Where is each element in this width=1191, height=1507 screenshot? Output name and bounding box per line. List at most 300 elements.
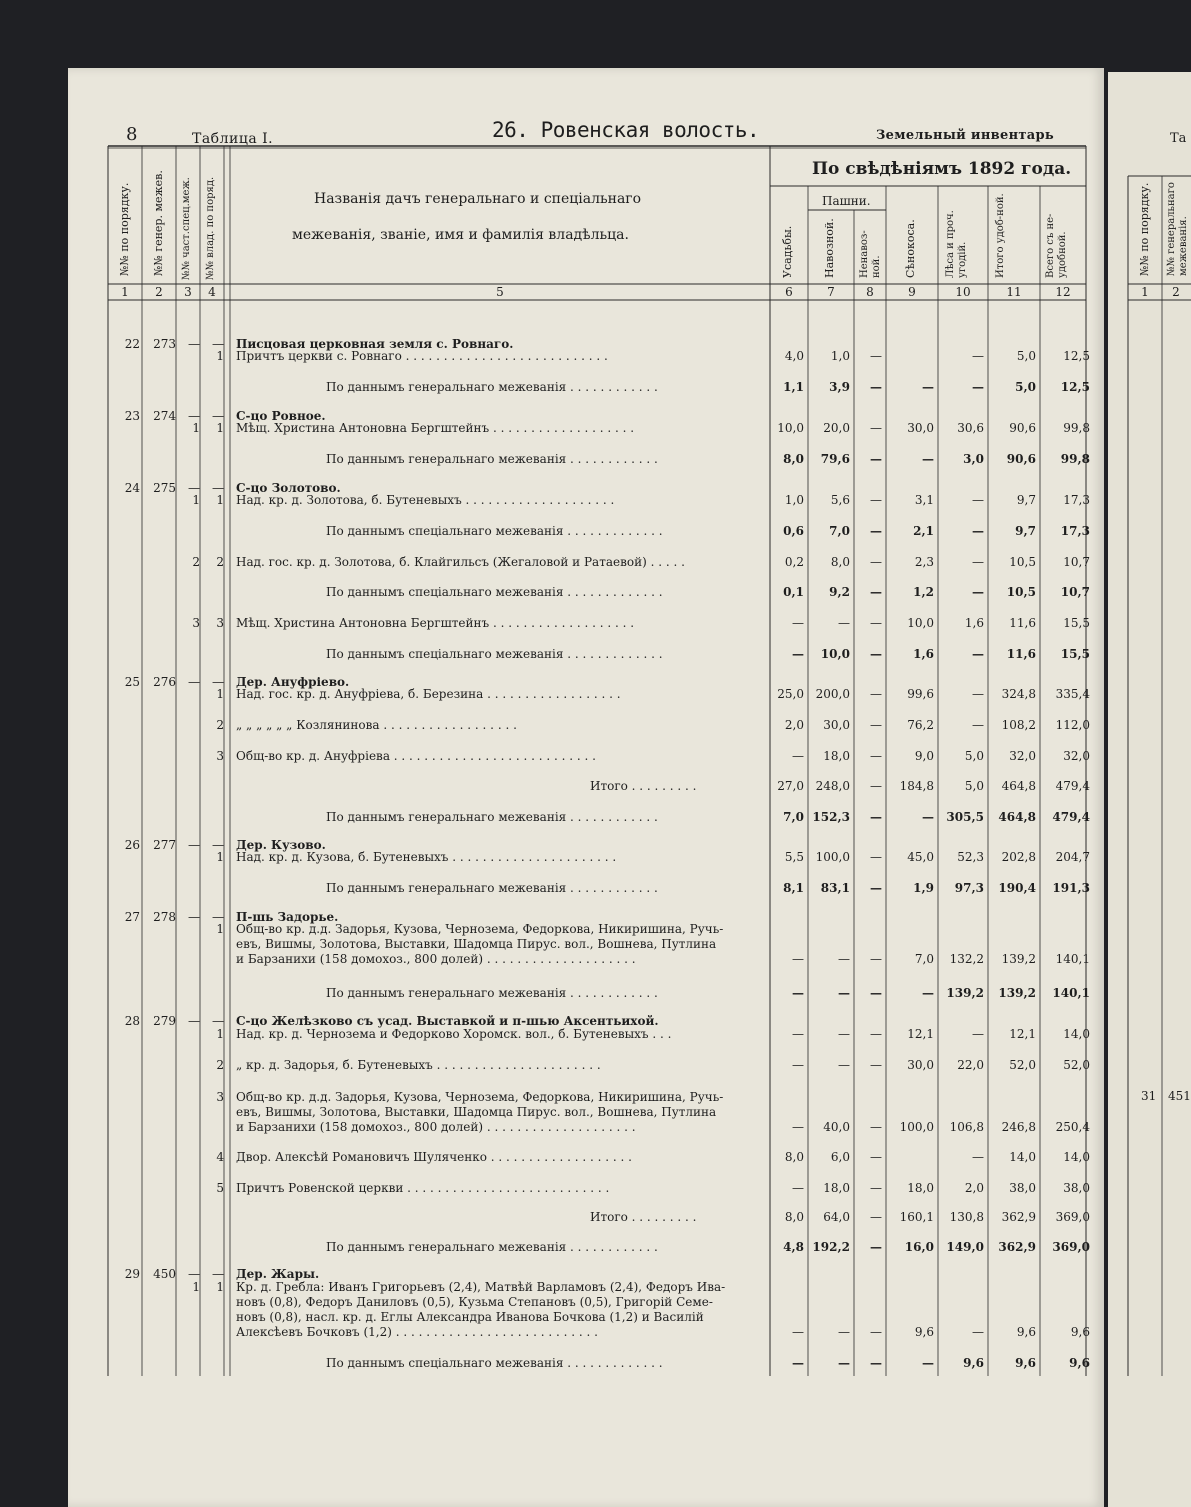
row-c3-cell: — [188,838,200,852]
cell-usadby: — [792,616,804,630]
page-number: 8 [126,124,138,145]
cell-nenavoz: — [870,1240,882,1254]
row-label: По даннымъ генеральнаго межеванія . . . . . . . . . . . . [326,986,658,1000]
row-c4-cell: 3 [216,1090,224,1104]
colnum: 9 [908,285,916,299]
cell-vsego: 17,3 [1063,493,1090,507]
header-name-line2: межеванія, званіе, имя и фамилія владѣльца. [292,227,629,243]
cell-vsego: 9,6 [1069,1356,1090,1370]
row-label: евъ, Вишмы, Золотова, Выставки, Шадомца Пирус. вол., Вошнева, Путлина [236,937,717,951]
row-c3-cell: 1 [192,493,200,507]
cell-nenavoz: — [870,1150,882,1164]
row-label: Мѣщ. Христина Антоновна Бергштейнъ . . . . . . . . . . . . . . . . . . . [236,421,635,435]
cell-nenavoz: — [870,493,882,507]
cell-nenavoz: — [870,349,882,363]
cell-usadby: 7,0 [783,810,804,824]
cell-vsego: 479,4 [1052,810,1090,824]
cell-nenavoz: — [870,952,882,966]
right-colnum: 1 [1141,285,1149,299]
row-c4-cell: 1 [216,1027,224,1041]
row-label: Итого . . . . . . . . . [590,1210,697,1224]
row-c2-cell: 274 [153,409,176,423]
cell-vsego: 191,3 [1052,881,1090,895]
cell-itogo-udob: 362,9 [998,1240,1036,1254]
cell-usadby: 8,0 [783,452,804,466]
row-c4-cell: — [212,838,224,852]
cell-itogo-udob: 90,6 [1009,421,1036,435]
row-label: Над. кр. д. Кузова, б. Бутеневыхъ . . . . . . . . . . . . . . . . . . . . . . [236,850,617,864]
header-group-1892: По свѣдѣніямъ 1892 года. [812,159,1072,179]
colnum: 10 [955,285,971,299]
cell-lesa: — [972,349,984,363]
cell-vsego: 369,0 [1052,1240,1090,1254]
cell-navoznoi: — [838,952,850,966]
cell-vsego: 479,4 [1055,779,1090,793]
cell-navoznoi: — [838,1027,850,1041]
cell-itogo-udob: 5,0 [1015,380,1036,394]
cell-senokosa: 100,0 [899,1120,934,1134]
row-label: По даннымъ спеціальнаго межеванія . . . . . . . . . . . . . [326,524,663,538]
cell-nenavoz: — [870,1058,882,1072]
row-c4-cell: 2 [216,718,224,732]
cell-vsego: 12,5 [1063,349,1090,363]
cell-nenavoz: — [870,779,882,793]
header-col-special: №№ част.спец.меж. [181,177,192,280]
cell-lesa: — [972,524,984,538]
row-c4-cell: 3 [216,616,224,630]
row-label: Дер. Кузово. [236,838,326,852]
cell-itogo-udob: 9,6 [1016,1325,1036,1339]
row-label: Дер. Ануфріево. [236,675,350,689]
cell-senokosa: 16,0 [904,1240,934,1254]
colnum: 4 [208,285,216,299]
cell-navoznoi: — [838,1058,850,1072]
cell-usadby: — [792,1120,804,1134]
cell-senokosa: 1,2 [913,585,934,599]
cell-vsego: 99,8 [1063,421,1090,435]
row-c2-cell: 279 [153,1014,176,1028]
cell-vsego: 17,3 [1060,524,1090,538]
cell-senokosa: 2,3 [914,555,934,569]
cell-usadby: 10,0 [777,421,804,435]
cell-itogo-udob: 52,0 [1009,1058,1036,1072]
cell-vsego: 14,0 [1063,1027,1090,1041]
cell-navoznoi: 7,0 [829,524,850,538]
cell-lesa: 30,6 [957,421,984,435]
cell-lesa: 5,0 [964,749,984,763]
cell-vsego: 15,5 [1063,616,1090,630]
cell-usadby: 27,0 [777,779,804,793]
cell-lesa: 305,5 [946,810,984,824]
cell-senokosa: 76,2 [907,718,934,732]
row-c4-cell: — [212,337,224,351]
row-c2-cell: 277 [153,838,176,852]
cell-lesa: — [972,493,984,507]
cell-vsego: 10,7 [1060,585,1090,599]
cell-vsego: 10,7 [1063,555,1090,569]
row-label: По даннымъ генеральнаго межеванія . . . . . . . . . . . . [326,1240,658,1254]
cell-usadby: 2,0 [784,718,804,732]
row-label: Дер. Жары. [236,1267,320,1281]
cell-itogo-udob: 9,7 [1015,524,1036,538]
row-label: и Барзанихи (158 домохоз., 800 долей) . . . . . . . . . . . . . . . . . . . . [236,1120,636,1134]
cell-lesa: 9,6 [963,1356,984,1370]
row-c2-cell: 273 [153,337,176,351]
row-label: Над. кр. д. Золотова, б. Бутеневыхъ . . . . . . . . . . . . . . . . . . . . [236,493,615,507]
cell-itogo-udob: 38,0 [1009,1181,1036,1195]
cell-lesa: 106,8 [949,1120,984,1134]
row-label: По даннымъ генеральнаго межеванія . . . . . . . . . . . . [326,452,658,466]
cell-usadby: 1,1 [783,380,804,394]
cell-senokosa: 10,0 [907,616,934,630]
row-c1-cell: 25 [124,675,140,689]
cell-lesa: 130,8 [949,1210,984,1224]
row-label: С-цо Желѣзково съ усад. Выставкой и п-шью Аксентьихой. [236,1014,659,1028]
cell-senokosa: 184,8 [899,779,934,793]
colnum: 12 [1055,285,1071,299]
cell-itogo-udob: 12,1 [1009,1027,1036,1041]
row-label: Кр. д. Гребла: Иванъ Григорьевъ (2,4), Матвѣй Варламовъ (2,4), Федоръ Ива- [236,1280,726,1294]
cell-senokosa: 3,1 [914,493,934,507]
cell-itogo-udob: 246,8 [1001,1120,1036,1134]
cell-lesa: 3,0 [963,452,984,466]
cell-vsego: 12,5 [1060,380,1090,394]
cell-senokosa: 7,0 [914,952,934,966]
cell-itogo-udob: 362,9 [1001,1210,1036,1224]
cell-lesa: — [972,718,984,732]
cell-usadby: — [792,1027,804,1041]
cell-vsego: 15,5 [1060,647,1090,661]
cell-senokosa: 1,6 [913,647,934,661]
cell-itogo-udob: 9,7 [1016,493,1036,507]
cell-senokosa: — [922,452,934,466]
row-c4-cell: 3 [216,749,224,763]
row-c4-cell: 1 [216,687,224,701]
header-senokosa: Сѣнокоса. [904,219,917,278]
row-c3-cell: — [188,1267,200,1281]
row-c3-cell: 2 [192,555,200,569]
cell-nenavoz: — [870,380,882,394]
cell-navoznoi: 79,6 [820,452,850,466]
right-colnum: 2 [1172,285,1180,299]
cell-senokosa: 9,0 [914,749,934,763]
cell-senokosa: 12,1 [907,1027,934,1041]
header-nenavoz: Ненавоз-ной. [859,230,882,278]
row-c2-cell: 278 [153,910,176,924]
cell-usadby: — [792,1058,804,1072]
cell-itogo-udob: 14,0 [1009,1150,1036,1164]
header-col-owner: №№ влад. по поряд. [205,176,216,280]
section-title: Земельный инвентарь [876,128,1054,143]
cell-lesa: 1,6 [964,616,984,630]
row-label: По даннымъ спеціальнаго межеванія . . . . . . . . . . . . . [326,585,663,599]
row-c3-cell: — [188,409,200,423]
cell-itogo-udob: 10,5 [1009,555,1036,569]
cell-navoznoi: 6,0 [830,1150,850,1164]
cell-navoznoi: 200,0 [815,687,850,701]
cell-nenavoz: — [870,1356,882,1370]
row-label: новъ (0,8), Федоръ Даниловъ (0,5), Кузьма Степановъ (0,5), Григорій Семе- [236,1295,713,1309]
row-c4-cell: — [212,409,224,423]
cell-vsego: 32,0 [1063,749,1090,763]
cell-senokosa: 18,0 [907,1181,934,1195]
cell-vsego: 335,4 [1055,687,1090,701]
cell-lesa: 132,2 [949,952,984,966]
cell-lesa: — [972,380,984,394]
row-label: Мѣщ. Христина Антоновна Бергштейнъ . . . . . . . . . . . . . . . . . . . [236,616,635,630]
row-c4-cell: 1 [216,850,224,864]
row-c4-cell: 2 [216,1058,224,1072]
cell-nenavoz: — [870,749,882,763]
colnum: 5 [496,285,504,299]
header-col-general: №№ генер. межев. [152,170,165,276]
right-row-general: 451 [1168,1089,1191,1103]
table-label: Таблица I. [192,131,274,147]
cell-navoznoi: — [838,986,850,1000]
right-header-col-order: №№ по порядку. [1138,182,1151,276]
row-c4-cell: — [212,481,224,495]
cell-itogo-udob: 139,2 [998,986,1036,1000]
header-usadby: Усадьбы. [781,225,794,278]
row-label: Над. кр. д. Чернозема и Федорково Хоромск. вол., б. Бутеневыхъ . . . [236,1027,672,1041]
cell-lesa: 52,3 [957,850,984,864]
row-label: Общ-во кр. д. Ануфріева . . . . . . . . . . . . . . . . . . . . . . . . . . . [236,749,596,763]
colnum: 11 [1006,285,1022,299]
row-label: „ кр. д. Задорья, б. Бутеневыхъ . . . . . . . . . . . . . . . . . . . . . . [236,1058,601,1072]
cell-lesa: — [972,1325,984,1339]
cell-vsego: 112,0 [1055,718,1090,732]
cell-itogo-udob: 464,8 [998,810,1036,824]
cell-senokosa: — [922,380,934,394]
cell-navoznoi: 64,0 [823,1210,850,1224]
row-label: По даннымъ генеральнаго межеванія . . . . . . . . . . . . [326,380,658,394]
header-pashni: Пашни. [822,194,871,208]
cell-usadby: 8,0 [784,1150,804,1164]
row-label: П-шь Задорье. [236,910,339,924]
cell-usadby: 5,5 [784,850,804,864]
row-label: Общ-во кр. д.д. Задорья, Кузова, Чернозема, Федоркова, Никиришина, Ручь- [236,922,724,936]
cell-nenavoz: — [870,452,882,466]
cell-usadby: 4,8 [783,1240,804,1254]
cell-vsego: 140,1 [1055,952,1090,966]
row-c2-cell: 450 [153,1267,176,1281]
right-page-title: Та [1170,131,1187,146]
row-c4-cell: 4 [216,1150,224,1164]
cell-vsego: 369,0 [1055,1210,1090,1224]
row-c1-cell: 28 [124,1014,140,1028]
row-label: С-цо Ровное. [236,409,326,423]
cell-nenavoz: — [870,616,882,630]
row-c4-cell: 1 [216,922,224,936]
cell-senokosa: 30,0 [907,1058,934,1072]
cell-navoznoi: — [838,1325,850,1339]
cell-vsego: 38,0 [1063,1181,1090,1195]
cell-lesa: 5,0 [964,779,984,793]
right-header-col-general: №№ генеральнаго межеванія. [1166,182,1189,276]
row-label: Итого . . . . . . . . . [590,779,697,793]
row-label: Писцовая церковная земля с. Ровнаго. [236,337,514,351]
cell-senokosa: 45,0 [907,850,934,864]
cell-vsego: 14,0 [1063,1150,1090,1164]
row-c4-cell: — [212,1014,224,1028]
header-vsego: Всего съ не-удобной. [1045,213,1068,278]
cell-navoznoi: 100,0 [815,850,850,864]
cell-navoznoi: 10,0 [820,647,850,661]
row-c1-cell: 29 [124,1267,140,1281]
cell-lesa: 139,2 [946,986,984,1000]
colnum: 1 [121,285,129,299]
cell-nenavoz: — [870,881,882,895]
cell-vsego: 250,4 [1055,1120,1090,1134]
cell-usadby: 25,0 [777,687,804,701]
row-label: Алексѣевъ Бочковъ (1,2) . . . . . . . . . . . . . . . . . . . . . . . . . . . [236,1325,598,1339]
row-label: Над. гос. кр. д. Золотова, б. Клайгильсъ (Жегаловой и Ратаевой) . . . . . [236,555,685,569]
row-label: евъ, Вишмы, Золотова, Выставки, Шадомца Пирус. вол., Вошнева, Путлина [236,1105,717,1119]
row-c3-cell: — [188,1014,200,1028]
cell-senokosa: 160,1 [899,1210,934,1224]
cell-navoznoi: 152,3 [812,810,850,824]
cell-navoznoi: 30,0 [823,718,850,732]
row-c4-cell: 2 [216,555,224,569]
cell-lesa: 97,3 [954,881,984,895]
row-c3-cell: 1 [192,1280,200,1294]
cell-navoznoi: 9,2 [829,585,850,599]
row-c3-cell: 1 [192,421,200,435]
row-label: По даннымъ генеральнаго межеванія . . . . . . . . . . . . [326,810,658,824]
cell-lesa: 2,0 [964,1181,984,1195]
row-label: Причтъ Ровенской церкви . . . . . . . . . . . . . . . . . . . . . . . . . . . [236,1181,610,1195]
cell-navoznoi: 83,1 [820,881,850,895]
cell-navoznoi: 20,0 [823,421,850,435]
row-c1-cell: 26 [124,838,140,852]
cell-itogo-udob: 90,6 [1006,452,1036,466]
colnum: 2 [155,285,163,299]
cell-itogo-udob: 139,2 [1001,952,1036,966]
row-c1-cell: 24 [124,481,140,495]
row-c4-cell: 1 [216,421,224,435]
cell-nenavoz: — [870,986,882,1000]
cell-senokosa: 2,1 [913,524,934,538]
row-c3-cell: — [188,910,200,924]
cell-nenavoz: — [870,1120,882,1134]
cell-usadby: 0,2 [784,555,804,569]
row-c4-cell: — [212,910,224,924]
row-label: Двор. Алексѣй Романовичъ Шуляченко . . . . . . . . . . . . . . . . . . . [236,1150,632,1164]
row-c4-cell: 1 [216,1280,224,1294]
row-c4-cell: — [212,1267,224,1281]
cell-senokosa: — [922,986,934,1000]
row-label: По даннымъ спеціальнаго межеванія . . . . . . . . . . . . . [326,1356,663,1370]
cell-itogo-udob: 11,6 [1006,647,1036,661]
cell-navoznoi: 8,0 [830,555,850,569]
cell-usadby: 4,0 [784,349,804,363]
cell-nenavoz: — [870,1325,882,1339]
header-navoznoi: Навозной. [823,218,836,278]
cell-lesa: 149,0 [946,1240,984,1254]
row-label: По даннымъ генеральнаго межеванія . . . . . . . . . . . . [326,881,658,895]
cell-lesa: — [972,647,984,661]
row-label: Причтъ церкви с. Ровнаго . . . . . . . . . . . . . . . . . . . . . . . . . . . [236,349,608,363]
cell-senokosa: 99,6 [907,687,934,701]
cell-usadby: — [792,647,804,661]
row-c4-cell: — [212,675,224,689]
row-label: „ „ „ „ „ „ Козляниновa . . . . . . . . . . . . . . . . . . [236,718,517,732]
row-c4-cell: 5 [216,1181,224,1195]
cell-navoznoi: 192,2 [812,1240,850,1254]
cell-vsego: 52,0 [1063,1058,1090,1072]
row-c1-cell: 27 [124,910,140,924]
cell-nenavoz: — [870,555,882,569]
cell-vsego: 9,6 [1070,1325,1090,1339]
cell-lesa: — [972,1150,984,1164]
cell-itogo-udob: 190,4 [998,881,1036,895]
cell-nenavoz: — [870,810,882,824]
cell-nenavoz: — [870,687,882,701]
cell-nenavoz: — [870,524,882,538]
row-c3-cell: — [188,675,200,689]
cell-nenavoz: — [870,647,882,661]
cell-itogo-udob: 10,5 [1006,585,1036,599]
row-c3-cell: 3 [192,616,200,630]
header-itogo-udob: Итого удоб-ной. [995,193,1006,278]
cell-itogo-udob: 324,8 [1001,687,1036,701]
district-title: 26. Ровенская волость. [492,118,760,142]
header-name-line1: Названія дачъ генеральнаго и спеціальнаго [314,191,642,207]
cell-navoznoi: — [838,1356,850,1370]
cell-nenavoz: — [870,718,882,732]
cell-usadby: 8,0 [784,1210,804,1224]
cell-usadby: 0,6 [783,524,804,538]
cell-vsego: 140,1 [1052,986,1090,1000]
row-c1-cell: 23 [124,409,140,423]
row-label: и Барзанихи (158 домохоз., 800 долей) . . . . . . . . . . . . . . . . . . . . [236,952,636,966]
cell-nenavoz: — [870,1210,882,1224]
cell-vsego: 99,8 [1060,452,1090,466]
cell-usadby: — [792,986,804,1000]
cell-navoznoi: 1,0 [830,349,850,363]
cell-usadby: — [792,1356,804,1370]
cell-itogo-udob: 5,0 [1016,349,1036,363]
row-c4-cell: 1 [216,349,224,363]
cell-usadby: — [792,952,804,966]
right-row-number: 31 [1141,1089,1157,1103]
row-c3-cell: — [188,337,200,351]
row-c3-cell: — [188,481,200,495]
header-col-order: №№ по порядку. [118,182,131,276]
cell-itogo-udob: 11,6 [1009,616,1036,630]
cell-lesa: — [972,585,984,599]
cell-navoznoi: 5,6 [830,493,850,507]
cell-nenavoz: — [870,1181,882,1195]
cell-itogo-udob: 32,0 [1009,749,1036,763]
colnum: 8 [866,285,874,299]
cell-senokosa: 30,0 [907,421,934,435]
cell-itogo-udob: 9,6 [1015,1356,1036,1370]
cell-nenavoz: — [870,1027,882,1041]
cell-nenavoz: — [870,421,882,435]
cell-vsego: 204,7 [1055,850,1090,864]
row-label: Общ-во кр. д.д. Задорья, Кузова, Чернозема, Федоркова, Никиришина, Ручь- [236,1090,724,1104]
cell-nenavoz: — [870,585,882,599]
row-c1-cell: 22 [124,337,140,351]
cell-senokosa: 9,6 [914,1325,934,1339]
row-label: новъ (0,8), насл. кр. д. Еглы Александра Иванова Бочкова (1,2) и Василій [236,1310,704,1324]
cell-itogo-udob: 464,8 [1001,779,1036,793]
cell-senokosa: — [922,810,934,824]
header-lesa: Лѣса и проч. угодій. [945,210,968,278]
cell-itogo-udob: 108,2 [1001,718,1036,732]
cell-nenavoz: — [870,850,882,864]
